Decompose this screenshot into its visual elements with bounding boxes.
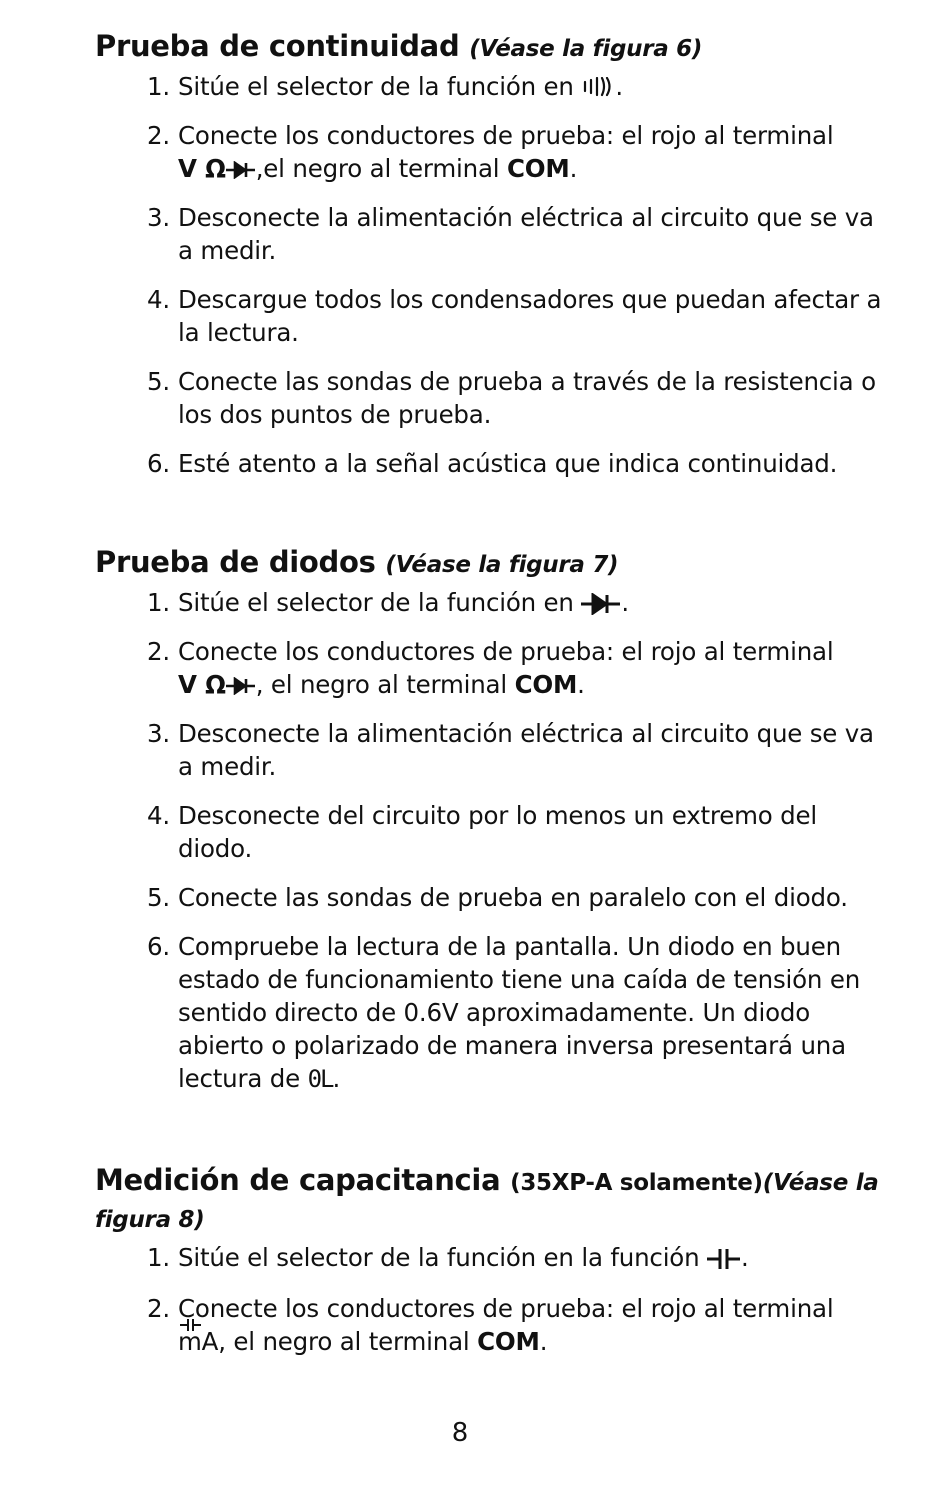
capacitance-section xyxy=(95,1163,885,1358)
diode-figure-ref: (Véase la figura 7) xyxy=(385,552,619,578)
list-item: 2. Conecte los conductores de prueba: el rojo al terminal V Ω ,el negro al terminal COM. xyxy=(147,121,834,183)
capacitance-qualifier: (35XP-A solamente) xyxy=(510,1170,763,1196)
list-item: 2. Conecte los conductores de prueba: el rojo al terminal mA, el negro al terminal COM. xyxy=(147,1294,834,1356)
list-item: 3. Desconecte la alimentación eléctrica al circuito que se va a medir. xyxy=(147,203,874,265)
capacitance-title: Medición de capacitancia xyxy=(95,1163,501,1197)
list-item: 5. Conecte las sondas de prueba a través de la resistencia o los dos puntos de prueba. xyxy=(147,367,876,429)
list-item: 4. Desconecte del circuito por lo menos un extremo del diodo. xyxy=(147,801,817,863)
capacitance-figure-ref: (Véase la figura 8) xyxy=(95,1170,879,1233)
continuity-section xyxy=(95,29,885,480)
diode-section xyxy=(95,545,885,1096)
capacitor-icon xyxy=(707,1247,741,1271)
diode-icon xyxy=(226,161,256,179)
lcd-overload-reading: 0L xyxy=(307,1065,333,1093)
diode-heading xyxy=(95,545,885,582)
list-item: 5. Conecte las sondas de prueba en paralelo con el diodo. xyxy=(147,883,848,912)
continuity-heading xyxy=(95,29,885,66)
diode-icon xyxy=(581,593,621,615)
capacitor-icon xyxy=(178,1309,204,1342)
diode-title: Prueba de diodos xyxy=(95,545,376,579)
list-item: 2. Conecte los conductores de prueba: el rojo al terminal V Ω , el negro al terminal COM. xyxy=(147,637,834,699)
capacitance-heading xyxy=(95,1163,885,1237)
list-item: 1. Sitúe el selector de la función en . xyxy=(147,72,623,101)
list-item: 4. Descargue todos los condensadores que puedan afectar a la lectura. xyxy=(147,285,882,347)
list-item: 1. Sitúe el selector de la función en la función . xyxy=(147,1243,749,1272)
list-item: 6. Esté atento a la señal acústica que indica continuidad. xyxy=(147,449,838,478)
continuity-title: Prueba de continuidad xyxy=(95,29,460,63)
mA-terminal: mA xyxy=(178,1327,219,1356)
list-item: 6. Compruebe la lectura de la pantalla. Un diodo en buen estado de funcionamiento tiene una caída de tensión en sentido directo de 0.6V aproximadamente. Un diodo abierto o polarizado de manera inversa presentará una lectura de 0L. xyxy=(147,932,861,1093)
diode-icon xyxy=(226,677,256,695)
page-number: 8 xyxy=(451,1418,469,1448)
continuity-figure-ref: (Véase la figura 6) xyxy=(469,36,703,62)
capacitance-steps xyxy=(95,1241,885,1358)
list-item: 1. Sitúe el selector de la función en . xyxy=(147,588,629,617)
diode-steps xyxy=(95,586,885,1096)
list-item: 3. Desconecte la alimentación eléctrica al circuito que se va a medir. xyxy=(147,719,874,781)
continuity-steps xyxy=(95,70,885,480)
continuity-beeper-icon xyxy=(581,77,615,99)
